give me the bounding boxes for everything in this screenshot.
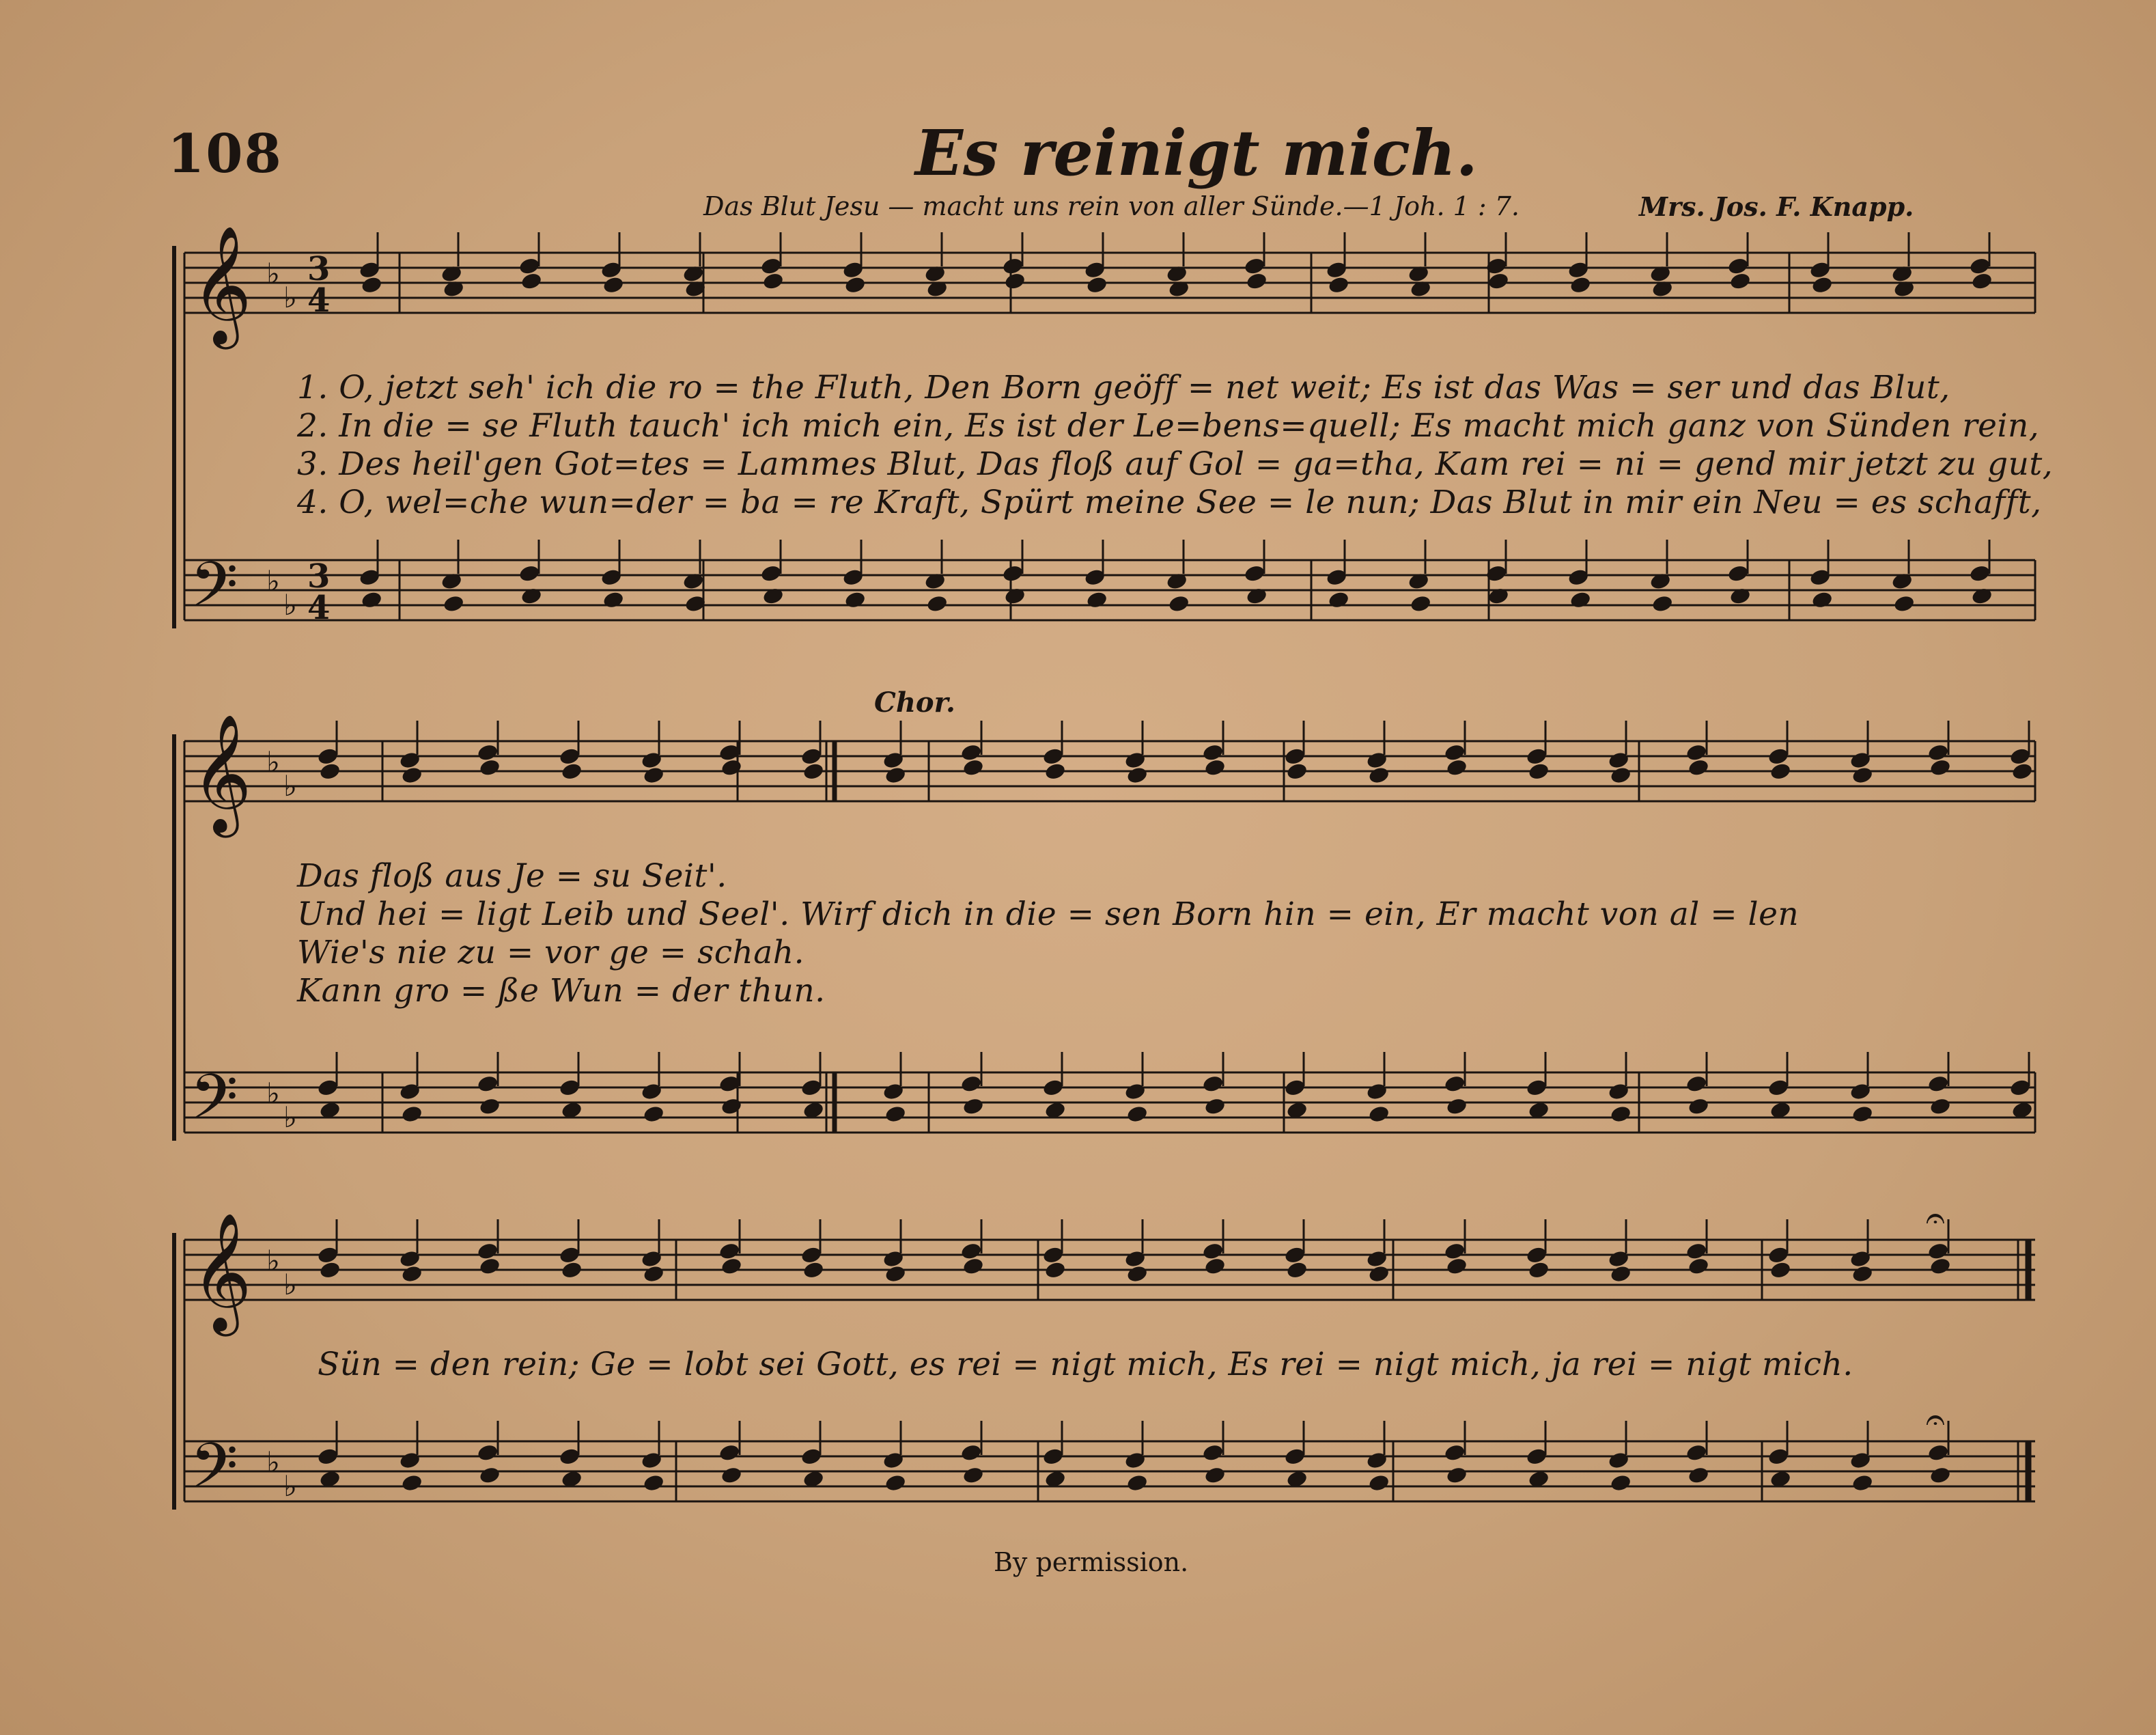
svg-text:♭: ♭ [266,564,280,598]
notehead [1851,1264,1874,1283]
notehead [1446,1097,1468,1116]
notehead [1446,1257,1468,1276]
svg-text:♭: ♭ [283,281,297,314]
notehead [1727,564,1750,583]
notehead [720,1466,743,1485]
notehead [479,758,501,777]
notehead [1927,1074,1950,1094]
notehead [477,743,499,762]
notehead [1202,1242,1224,1261]
bass-clef-icon: 𝄢 [190,1061,238,1148]
notehead [1126,1105,1149,1124]
treble-clef-icon: 𝄞 [191,225,252,344]
notehead [962,758,985,777]
notehead [1328,590,1350,609]
notehead [1002,256,1024,275]
notehead [518,256,541,275]
notehead [1368,1264,1390,1283]
notehead [479,1097,501,1116]
notehead [1929,1097,1952,1116]
notehead [960,1443,983,1462]
notehead [401,766,423,785]
notehead [401,1473,423,1493]
notehead [477,1443,499,1462]
notehead [1811,590,1834,609]
notehead [1246,271,1268,290]
verse-3-continuation: Wie's nie zu = vor ge = schah. [297,934,805,971]
notehead [718,1242,741,1261]
notehead [477,1242,499,1261]
notehead [1851,1473,1874,1493]
notehead [1688,1257,1710,1276]
verse-2-continuation: Und hei = ligt Leib und Seel'. Wirf dich in die = sen Born hin = ein, Er macht von al = len [297,896,1800,933]
notehead [1685,743,1708,762]
svg-text:4: 4 [307,589,331,627]
svg-text:♭: ♭ [266,1445,280,1479]
notehead [1444,1242,1466,1261]
notehead [1927,1242,1950,1261]
notehead [1004,271,1026,290]
time-signature-bottom: 4 [307,281,331,320]
notehead [361,590,383,609]
notehead [960,1242,983,1261]
notehead [926,594,949,613]
notehead [401,1264,423,1283]
notehead [1528,1260,1550,1279]
notehead [1244,564,1266,583]
verse-2-line: 2. In die = se Fluth tauch' ich mich ein, Es ist der Le=bens=quell; Es macht mich ganz von Sünden rein, [297,407,2040,445]
notehead [602,590,625,609]
bass-clef-icon: 𝄢 [190,1430,238,1517]
page-number: 108 [167,123,283,185]
notehead [884,1473,907,1493]
time-signature-top: 3 [307,250,331,288]
notehead [602,275,625,294]
notehead [1202,743,1224,762]
notehead [962,1097,985,1116]
notehead [1202,1074,1224,1094]
svg-text:♭: ♭ [266,257,280,290]
notehead [1769,762,1792,781]
notehead [1685,1242,1708,1261]
notehead [762,271,785,290]
svg-text:♭: ♭ [283,1100,297,1134]
notehead [1126,1473,1149,1493]
notehead [479,1466,501,1485]
notehead [1286,762,1308,781]
system1-bass-staff [184,560,2035,620]
notehead [643,1473,665,1493]
notehead [1569,275,1592,294]
notehead [1446,1466,1468,1485]
notehead [1927,1443,1950,1462]
notehead [720,1097,743,1116]
notehead [1368,1105,1390,1124]
notehead [1286,1260,1308,1279]
notehead [1929,1257,1952,1276]
notehead [1851,766,1874,785]
notehead [319,1260,341,1279]
notehead [319,762,341,781]
notehead [1168,594,1190,613]
svg-text:♭: ♭ [266,1244,280,1277]
notehead [760,256,783,275]
notehead [1969,564,1991,583]
svg-text:♭: ♭ [266,1077,280,1110]
svg-text:♭: ♭ [266,745,280,779]
notehead [1487,271,1510,290]
notehead [643,766,665,785]
notehead [802,1260,825,1279]
notehead [884,766,907,785]
notehead [1969,256,1991,275]
notehead [520,271,543,290]
notehead [1811,275,1834,294]
notehead [884,1105,907,1124]
notehead [960,1074,983,1094]
chorus-label: Chor. [874,686,955,719]
notehead [960,743,983,762]
notehead [1651,594,1674,613]
notehead [1002,564,1024,583]
svg-text:♭: ♭ [283,1469,297,1503]
notehead [443,594,465,613]
notehead [2011,762,2034,781]
notehead [1444,1443,1466,1462]
notehead [1202,1443,1224,1462]
notehead [1126,766,1149,785]
svg-text:♭: ♭ [283,769,297,803]
notehead [1126,1264,1149,1283]
notehead [479,1257,501,1276]
notehead [802,762,825,781]
notehead [1044,1260,1067,1279]
notehead [361,275,383,294]
composer-credit: Mrs. Jos. F. Knapp. [1639,191,1914,222]
notehead [1729,271,1752,290]
notehead [720,758,743,777]
notehead [1569,590,1592,609]
verse-4-continuation: Kann gro = ße Wun = der thun. [297,972,826,1010]
notehead [1610,1105,1632,1124]
notehead [844,275,867,294]
notehead [643,1105,665,1124]
system2-treble-staff [184,741,2035,801]
notehead [1086,590,1108,609]
verse-1-continuation: Das floß aus Je = su Seit'. [297,857,727,895]
notehead [1446,758,1468,777]
notehead [1368,1473,1390,1493]
notehead [1893,594,1916,613]
fermata-icon: 𝄐 [1926,1198,1945,1238]
notehead [1769,1260,1792,1279]
notehead [1204,1257,1227,1276]
treble-clef-icon: 𝄞 [191,714,252,833]
notehead [643,1264,665,1283]
notehead [1688,1097,1710,1116]
system3-treble-staff [184,1240,2035,1300]
fermata-icon: 𝄐 [1926,1400,1945,1439]
notehead [1044,762,1067,781]
notehead [718,1443,741,1462]
notehead [401,1105,423,1124]
notehead [1929,1466,1952,1485]
notehead [1610,1264,1632,1283]
notehead [1368,766,1390,785]
notehead [1444,743,1466,762]
notehead [1410,594,1432,613]
system1-treble-staff [184,253,2035,313]
verse-3-line: 3. Des heil'gen Got=tes = Lammes Blut, Das floß auf Gol = ga=tha, Kam rei = ni = gend mir jetzt zu gut, [297,445,2054,483]
notehead [477,1074,499,1094]
notehead [1688,1466,1710,1485]
treble-clef-icon: 𝄞 [191,1212,252,1331]
notehead [1927,743,1950,762]
svg-text:3: 3 [307,557,331,596]
notehead [1929,758,1952,777]
notehead [1204,1466,1227,1485]
notehead [1688,758,1710,777]
notehead [1528,762,1550,781]
notehead [844,590,867,609]
notehead [760,564,783,583]
hymn-title: Es reinigt mich. [915,116,1478,190]
chorus-lyric-line: Sün = den rein; Ge = lobt sei Gott, es rei = nigt mich, Es rei = nigt mich, ja rei = nigt mich. [318,1346,1853,1383]
notehead [720,1257,743,1276]
svg-text:♭: ♭ [283,588,297,622]
notehead [1610,766,1632,785]
notehead [962,1466,985,1485]
notehead [1685,1443,1708,1462]
notehead [518,564,541,583]
system2-bass-staff [184,1072,2035,1133]
notehead [1685,1074,1708,1094]
notehead [1244,256,1266,275]
bass-clef-icon: 𝄢 [190,549,238,636]
notehead [561,762,583,781]
notehead [1610,1473,1632,1493]
notehead [1086,275,1108,294]
notehead [1444,1074,1466,1094]
notehead [884,1264,907,1283]
notehead [1727,256,1750,275]
verse-4-line: 4. O, wel=che wun=der = ba = re Kraft, Spürt meine See = le nun; Das Blut in mir ein Neu = es schafft, [297,484,2042,521]
permission-note: By permission. [994,1547,1189,1577]
system3-bass-staff [184,1441,2035,1501]
notehead [1971,271,1993,290]
notehead [1204,758,1227,777]
notehead [1204,1097,1227,1116]
notehead [962,1257,985,1276]
notehead [561,1260,583,1279]
notehead [1851,1105,1874,1124]
verse-1-line: 1. O, jetzt seh' ich die ro = the Fluth, Den Born geöff = net weit; Es ist das Was = ser und das Blut, [297,369,1950,406]
notehead [1328,275,1350,294]
svg-text:♭: ♭ [283,1268,297,1301]
scripture-reference: Das Blut Jesu — macht uns rein von aller Sünde.—1 Joh. 1 : 7. [703,191,1520,221]
